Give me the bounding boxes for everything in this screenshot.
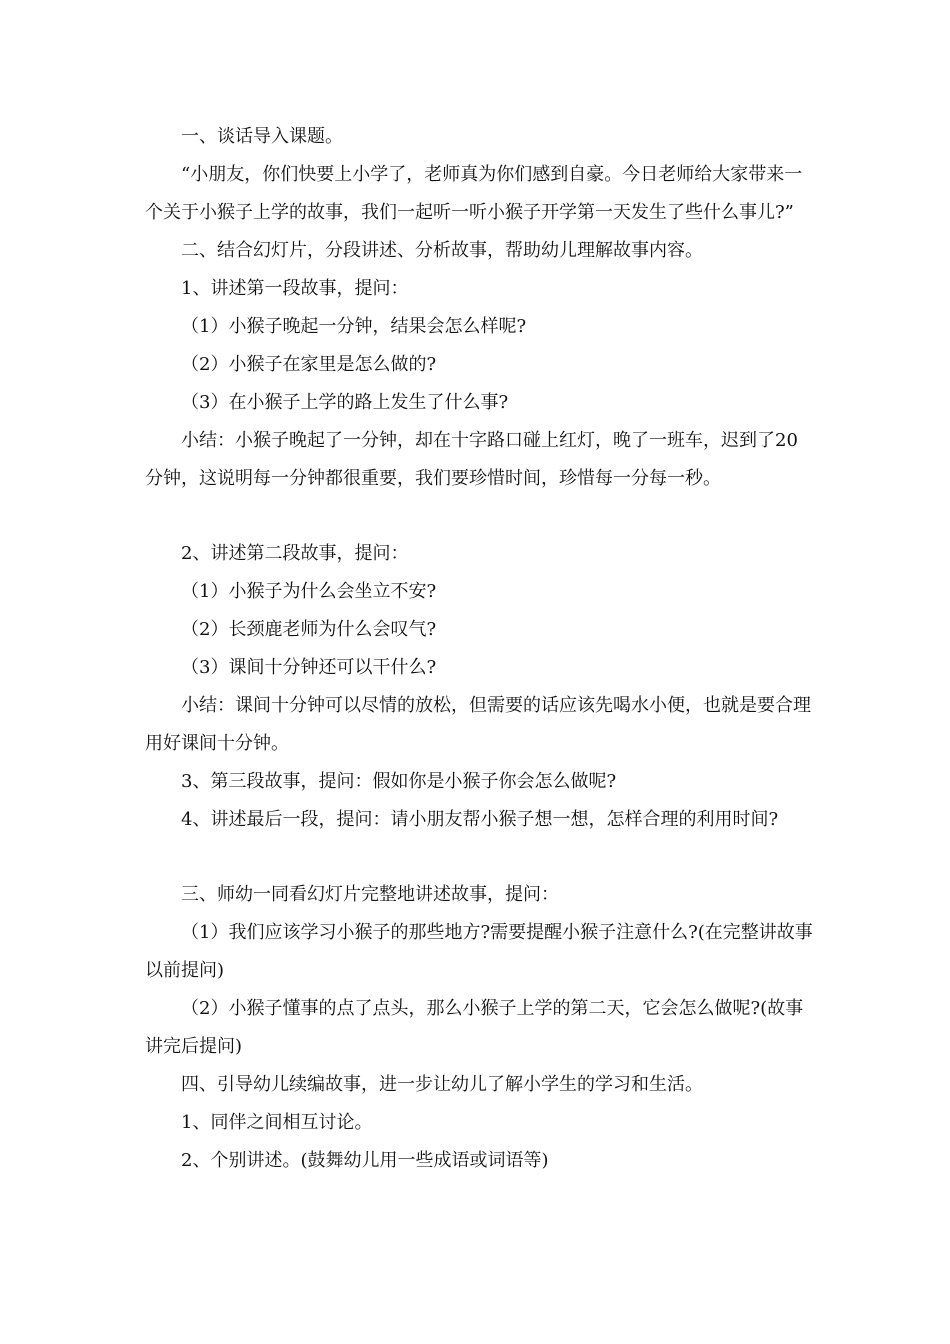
summary-2: 小结：课间十分钟可以尽情的放松，但需要的话应该先喝水小便，也就是要合理用好课间十分钟。 <box>145 695 811 754</box>
question-3-1: （1）我们应该学习小猴子的那些地方?需要提醒小猴子注意什么?(在完整讲故事以前提问) <box>145 922 813 981</box>
question-1-2: （2）小猴子在家里是怎么做的? <box>181 354 437 375</box>
item-4: 4、讲述最后一段，提问：请小朋友帮小猴子想一想，怎样合理的利用时间? <box>181 809 779 830</box>
section-heading-4: 四、引导幼儿续编故事，进一步让幼儿了解小学生的学习和生活。 <box>181 1074 703 1095</box>
section-heading-2: 二、结合幻灯片，分段讲述、分析故事，帮助幼儿理解故事内容。 <box>181 240 703 261</box>
item-3: 3、第三段故事，提问：假如你是小猴子你会怎么做呢? <box>181 771 617 792</box>
intro-quote: “小朋友，你们快要上小学了，老师真为你们感到自豪。今日老师给大家带来一个关于小猴子上学的故事，我们一起听一听小猴子开学第一天发生了些什么事儿?” <box>145 164 803 223</box>
item-4-2: 2、个别讲述。(鼓舞幼儿用一些成语或词语等) <box>181 1150 549 1171</box>
question-2-2: （2）长颈鹿老师为什么会叹气? <box>181 619 437 640</box>
item-2-heading: 2、讲述第二段故事，提问： <box>181 543 409 564</box>
blank-line <box>145 839 815 876</box>
item-4-1: 1、同伴之间相互讨论。 <box>181 1112 373 1133</box>
question-3-2: （2）小猴子懂事的点了点头，那么小猴子上学的第二天，它会怎么做呢?(故事讲完后提问) <box>145 998 804 1057</box>
section-heading-3: 三、师幼一同看幻灯片完整地讲述故事，提问： <box>181 884 559 905</box>
question-1-3: （3）在小猴子上学的路上发生了什么事? <box>181 392 509 413</box>
summary-1: 小结：小猴子晚起了一分钟，却在十字路口碰上红灯，晚了一班车，迟到了20分钟，这说明每一分钟都很重要，我们要珍惜时间，珍惜每一分每一秒。 <box>145 430 798 489</box>
blank-line <box>145 498 815 535</box>
section-heading-1: 一、谈话导入课题。 <box>181 126 343 147</box>
question-2-1: （1）小猴子为什么会坐立不安? <box>181 581 437 602</box>
item-1-heading: 1、讲述第一段故事，提问： <box>181 278 409 299</box>
document-body <box>145 118 815 1180</box>
question-1-1: （1）小猴子晚起一分钟，结果会怎么样呢? <box>181 316 527 337</box>
question-2-3: （3）课间十分钟还可以干什么? <box>181 657 437 678</box>
